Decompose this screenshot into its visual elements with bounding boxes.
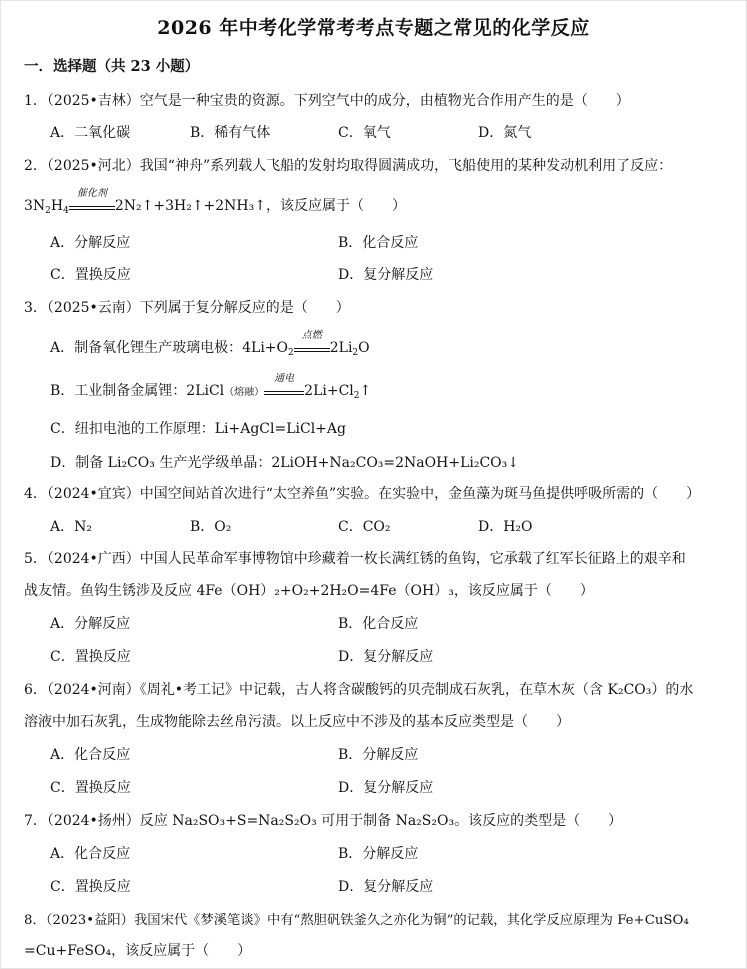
- q1-option-b[interactable]: B．稀有气体: [190, 125, 271, 141]
- q3-a-arrow: [294, 330, 330, 352]
- q6-option-a[interactable]: A．化合反应: [50, 747, 131, 763]
- q3-b-prod-sub: 2: [353, 391, 360, 401]
- q2-eq-right: 2N₂↑+3H₂↑+2NH₃↑，该反应属于（ ）: [114, 198, 406, 214]
- q1-option-a[interactable]: A．二氧化碳: [50, 125, 131, 141]
- question-5-stem-line2: 战友情。鱼钩生锈涉及反应 4Fe（OH）₂+O₂+2H₂O=4Fe（OH）₃，该反应属于（ ）: [24, 583, 594, 599]
- q3-a-prod-end: O: [358, 340, 370, 356]
- q2-eq-sub1: 2: [45, 206, 51, 216]
- question-8-stem-line1: 8．（2023•益阳）我国宋代《梦溪笔谈》中有“熬胆矾铁釜久之亦化为铜”的记载，其化学反应原理为 Fe+CuSO₄: [24, 913, 689, 928]
- q4-option-a[interactable]: A．N₂: [50, 519, 92, 535]
- q2-option-d[interactable]: D．复分解反应: [338, 267, 434, 283]
- q5-option-c[interactable]: C．置换反应: [50, 649, 131, 665]
- question-4-stem: 4．（2024•宜宾）中国空间站首次进行“太空养鱼”实验。在实验中，金鱼藻为斑马鱼提供呼吸所需的（ ）: [24, 486, 701, 502]
- q3-option-b[interactable]: [50, 373, 372, 401]
- q3-option-a[interactable]: [50, 330, 370, 358]
- q1-option-c[interactable]: C．氧气: [338, 125, 391, 141]
- q3-b-text: B．工业制备金属锂：2LiCl: [50, 383, 225, 399]
- q2-reaction-arrow: [69, 188, 115, 210]
- q2-option-a[interactable]: A．分解反应: [50, 235, 131, 251]
- q3-a-sub: 2: [288, 348, 294, 358]
- q6-option-d[interactable]: D．复分解反应: [338, 780, 434, 796]
- question-6-stem-line1: 6．（2024•河南）《周礼•考工记》中记载，古人将含碳酸钙的贝壳制成石灰乳，在草木灰（含 K₂CO₃）的水: [24, 682, 694, 698]
- q5-option-d[interactable]: D．复分解反应: [338, 649, 434, 665]
- q4-option-d[interactable]: D．H₂O: [478, 519, 533, 535]
- q7-option-d[interactable]: D．复分解反应: [338, 879, 434, 895]
- q3-a-prod-sub: 2: [352, 348, 359, 358]
- q3-option-d[interactable]: D．制备 Li₂CO₃ 生产光学级单晶：2LiOH+Na₂CO₃=2NaOH+Li₂CO₃↓: [50, 455, 519, 471]
- q5-option-b[interactable]: B．化合反应: [338, 616, 419, 632]
- q4-option-b[interactable]: B．O₂: [190, 519, 232, 535]
- q3-option-c[interactable]: C．纽扣电池的工作原理：Li+AgCl=LiCl+Ag: [50, 421, 346, 437]
- section-heading: 一．选择题（共 23 小题）: [24, 58, 200, 75]
- q3-a-prod: 2Li: [329, 340, 353, 356]
- q6-option-b[interactable]: B．分解反应: [338, 747, 419, 763]
- q3-a-text: A．制备氧化锂生产玻璃电极：4Li+O: [50, 340, 288, 356]
- question-7-stem: 7．（2024•扬州）反应 Na₂SO₃+S=Na₂S₂O₃ 可用于制备 Na₂S₂O₃。该反应的类型是（ ）: [24, 813, 623, 829]
- q2-eq-sub2: 4: [63, 206, 69, 216]
- question-1-stem: 1．（2025•吉林）空气是一种宝贵的资源。下列空气中的成分，由植物光合作用产生的是（ ）: [24, 93, 630, 109]
- q2-eq-left-mid: H: [50, 198, 64, 214]
- question-3-stem: 3．（2025•云南）下列属于复分解反应的是（ ）: [24, 300, 350, 316]
- q4-option-c[interactable]: C．CO₂: [338, 519, 391, 535]
- q3-a-condition: 点燃: [301, 330, 322, 341]
- q6-option-c[interactable]: C．置换反应: [50, 780, 131, 796]
- q1-option-d[interactable]: D．氮气: [478, 125, 532, 141]
- question-2-stem: 2．（2025•河北）我国“神舟”系列载人飞船的发射均取得圆满成功，飞船使用的某种发动机利用了反应：: [24, 158, 673, 174]
- q2-condition: 催化剂: [76, 188, 107, 199]
- q3-b-molten: （熔融）: [224, 387, 265, 398]
- page-title: 2026 年中考化学常考考点专题之常见的化学反应: [157, 17, 590, 39]
- question-6-stem-line2: 溶液中加石灰乳，生成物能除去丝帛污渍。以上反应中不涉及的基本反应类型是（ ）: [24, 714, 570, 730]
- q2-option-c[interactable]: C．置换反应: [50, 267, 131, 283]
- q5-option-a[interactable]: A．分解反应: [50, 616, 131, 632]
- question-5-stem-line1: 5．（2024•广西）中国人民革命军事博物馆中珍藏着一枚长满红锈的鱼钩，它承载了红军长征路上的艰辛和: [24, 551, 686, 567]
- q3-b-prod: 2Li+Cl: [304, 383, 354, 399]
- q2-option-b[interactable]: B．化合反应: [338, 235, 419, 251]
- q7-option-c[interactable]: C．置换反应: [50, 879, 131, 895]
- q7-option-a[interactable]: A．化合反应: [50, 846, 131, 862]
- q3-b-arrow: [264, 373, 304, 395]
- q7-option-b[interactable]: B．分解反应: [338, 846, 419, 862]
- q2-eq-left: 3N: [24, 198, 46, 214]
- q3-b-condition: 通电: [274, 373, 295, 384]
- q2-equation: [24, 188, 406, 216]
- question-8-stem-line2: =Cu+FeSO₄，该反应属于（ ）: [24, 943, 252, 959]
- q3-b-prod-end: ↑: [359, 383, 372, 399]
